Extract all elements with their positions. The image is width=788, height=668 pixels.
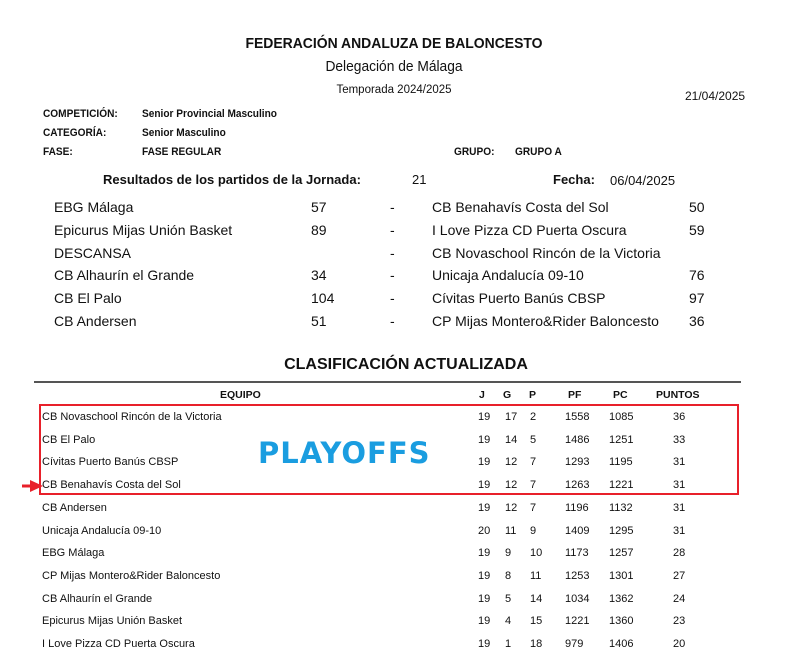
row-puntos: 31: [673, 456, 686, 468]
row-g: 17: [505, 411, 518, 423]
row-p: 7: [530, 479, 537, 491]
row-pc: 1257: [609, 547, 634, 559]
row-pc: 1221: [609, 479, 634, 491]
table-row: [0, 570, 788, 592]
row-j: 19: [478, 411, 491, 423]
red-arrow-icon: [22, 480, 44, 492]
season-label: Temporada 2024/2025: [336, 84, 452, 96]
col-p: P: [529, 389, 537, 401]
row-pf: 1221: [565, 615, 590, 627]
row-j: 19: [478, 570, 491, 582]
row-g: 5: [505, 593, 512, 605]
row-p: 2: [530, 411, 537, 423]
grupo-label: GRUPO:: [454, 146, 495, 158]
match-away-score: 97: [689, 290, 705, 306]
jornada-label: Resultados de los partidos de la Jornada:: [103, 172, 361, 187]
row-p: 11: [530, 570, 542, 582]
match-away-team: CB Benahavís Costa del Sol: [432, 199, 609, 215]
row-j: 19: [478, 547, 491, 559]
row-team: EBG Málaga: [42, 547, 105, 559]
row-team: Epicurus Mijas Unión Basket: [42, 615, 183, 627]
match-away-score: 36: [689, 313, 705, 329]
row-pf: 1196: [565, 502, 589, 514]
row-p: 7: [530, 502, 537, 514]
playoffs-label: PLAYOFFS: [258, 436, 431, 470]
delegation-subtitle: Delegación de Málaga: [325, 59, 463, 75]
row-pc: 1362: [609, 593, 634, 605]
row-j: 19: [478, 456, 491, 468]
competicion-label: COMPETICIÓN:: [43, 108, 118, 120]
fase-value: FASE REGULAR: [142, 146, 222, 158]
report-date: 21/04/2025: [685, 89, 746, 103]
row-team: CB Andersen: [42, 502, 107, 514]
row-team: CB Alhaurín el Grande: [42, 593, 153, 605]
header-divider: [34, 381, 741, 383]
fecha-label: Fecha:: [553, 172, 595, 187]
row-team: CB Novaschool Rincón de la Victoria: [42, 411, 222, 423]
row-pf: 1486: [565, 434, 590, 446]
row-p: 18: [530, 638, 543, 650]
table-row: [0, 525, 788, 547]
row-puntos: 31: [673, 525, 686, 537]
match-away-score: 50: [689, 199, 705, 215]
row-pf: 1253: [565, 570, 590, 582]
row-g: 8: [505, 570, 512, 582]
row-puntos: 27: [673, 570, 686, 582]
col-pc: PC: [613, 389, 628, 401]
match-home-team: Epicurus Mijas Unión Basket: [54, 222, 233, 238]
row-pc: 1295: [609, 525, 634, 537]
row-p: 10: [530, 547, 543, 559]
match-away-team: Unicaja Andalucía 09-10: [432, 267, 584, 283]
row-pf: 1034: [565, 593, 590, 605]
match-away-team: Cívitas Puerto Banús CBSP: [432, 290, 606, 306]
row-pc: 1195: [609, 456, 633, 468]
row-j: 19: [478, 479, 491, 491]
col-g: G: [503, 389, 512, 401]
table-row: [0, 638, 788, 660]
categoria-label: CATEGORÍA:: [43, 127, 107, 139]
row-puntos: 23: [673, 615, 686, 627]
row-g: 9: [505, 547, 512, 559]
row-puntos: 20: [673, 638, 686, 650]
match-separator: -: [390, 290, 395, 306]
row-pf: 1263: [565, 479, 590, 491]
standings-title: CLASIFICACIÓN ACTUALIZADA: [284, 356, 528, 373]
categoria-value: Senior Masculino: [142, 127, 226, 139]
row-pc: 1406: [609, 638, 634, 650]
row-puntos: 33: [673, 434, 686, 446]
match-home-team: EBG Málaga: [54, 199, 134, 215]
competicion-value: Senior Provincial Masculino: [142, 108, 277, 120]
match-separator: -: [390, 199, 395, 215]
row-p: 7: [530, 456, 537, 468]
table-row: [0, 502, 788, 524]
match-away-score: 76: [689, 267, 705, 283]
row-pf: 1558: [565, 411, 590, 423]
fecha-value: 06/04/2025: [610, 173, 676, 188]
row-puntos: 31: [673, 502, 686, 514]
match-away-team: I Love Pizza CD Puerta Oscura: [432, 222, 627, 238]
row-pf: 1173: [565, 547, 589, 559]
row-team: CB Benahavís Costa del Sol: [42, 479, 181, 491]
federation-title: FEDERACIÓN ANDALUZA DE BALONCESTO: [245, 35, 543, 52]
row-p: 14: [530, 593, 543, 605]
row-puntos: 24: [673, 593, 686, 605]
row-j: 20: [478, 525, 491, 537]
match-separator: -: [390, 267, 395, 283]
jornada-value: 21: [412, 172, 427, 187]
row-g: 1: [505, 638, 512, 650]
row-p: 15: [530, 615, 543, 627]
row-pc: 1251: [609, 434, 634, 446]
row-g: 4: [505, 615, 512, 627]
row-puntos: 31: [673, 479, 686, 491]
row-pc: 1301: [609, 570, 634, 582]
match-home-score: 57: [311, 199, 327, 215]
row-team: CP Mijas Montero&Rider Baloncesto: [42, 570, 221, 582]
row-g: 12: [505, 479, 518, 491]
col-pf: PF: [568, 389, 582, 401]
row-g: 14: [505, 434, 518, 446]
match-home-team: CB Alhaurín el Grande: [54, 267, 195, 283]
match-home-score: 34: [311, 267, 327, 283]
row-pc: 1132: [609, 502, 633, 514]
row-team: Cívitas Puerto Banús CBSP: [42, 456, 179, 468]
row-puntos: 36: [673, 411, 686, 423]
fase-label: FASE:: [43, 146, 73, 158]
match-separator: -: [390, 222, 395, 238]
grupo-value: GRUPO A: [515, 146, 562, 158]
row-j: 19: [478, 434, 491, 446]
col-equipo: EQUIPO: [220, 389, 261, 401]
match-away-score: 59: [689, 222, 705, 238]
match-away-team: CP Mijas Montero&Rider Baloncesto: [432, 313, 659, 329]
table-row: [0, 593, 788, 615]
row-g: 11: [505, 525, 517, 537]
row-pc: 1085: [609, 411, 634, 423]
match-home-team: CB Andersen: [54, 313, 137, 329]
row-p: 5: [530, 434, 537, 446]
col-j: J: [479, 389, 485, 401]
row-j: 19: [478, 502, 491, 514]
row-team: I Love Pizza CD Puerta Oscura: [42, 638, 195, 650]
row-p: 9: [530, 525, 537, 537]
col-puntos: PUNTOS: [656, 389, 700, 401]
row-j: 19: [478, 615, 491, 627]
row-j: 19: [478, 638, 491, 650]
match-home-score: 51: [311, 313, 327, 329]
row-pf: 1409: [565, 525, 590, 537]
row-j: 19: [478, 593, 491, 605]
match-away-team: CB Novaschool Rincón de la Victoria: [432, 245, 661, 261]
match-separator: -: [390, 313, 395, 329]
match-separator: -: [390, 245, 395, 261]
row-g: 12: [505, 456, 518, 468]
match-home-score: 89: [311, 222, 327, 238]
row-team: Unicaja Andalucía 09-10: [42, 525, 162, 537]
row-pc: 1360: [609, 615, 634, 627]
table-row: [0, 615, 788, 637]
row-puntos: 28: [673, 547, 686, 559]
table-row: [0, 547, 788, 569]
row-team: CB El Palo: [42, 434, 96, 446]
row-g: 12: [505, 502, 518, 514]
match-home-score: 104: [311, 290, 335, 306]
match-home-team: CB El Palo: [54, 290, 122, 306]
row-pf: 1293: [565, 456, 590, 468]
row-pf: 979: [565, 638, 584, 650]
match-home-team: DESCANSA: [54, 245, 132, 261]
